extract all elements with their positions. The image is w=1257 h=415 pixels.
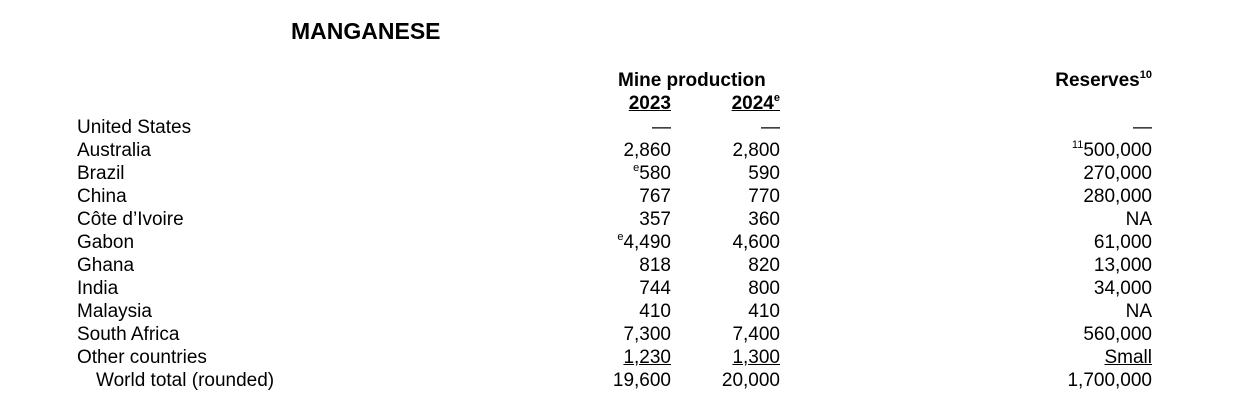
reserves-value: 270,000 xyxy=(1083,163,1152,184)
year-2024-header xyxy=(725,92,780,115)
production-2024-value: 770 xyxy=(748,186,780,207)
reserves-value: 61,000 xyxy=(1093,232,1152,253)
page-title: MANGANESE xyxy=(291,18,441,44)
reserves-footnote-marker: 10 xyxy=(1139,68,1152,81)
table-row xyxy=(0,116,1257,139)
production-2023-cell xyxy=(639,185,671,208)
production-2023-value: 818 xyxy=(639,255,671,276)
table-row xyxy=(0,323,1257,346)
table-row xyxy=(0,300,1257,323)
footnote-marker: e xyxy=(617,230,624,243)
production-2023-cell xyxy=(611,346,671,369)
reserves-value: 1,700,000 xyxy=(1067,370,1152,391)
reserves-value: 34,000 xyxy=(1093,278,1152,299)
country-name: South Africa xyxy=(77,324,180,345)
reserves-cell xyxy=(1067,369,1152,392)
production-2023-cell xyxy=(652,116,671,139)
production-2024-value: 820 xyxy=(748,255,780,276)
production-2023-cell xyxy=(639,277,671,300)
country-name: China xyxy=(77,186,127,207)
reserves-cell xyxy=(1133,116,1152,139)
footnote-marker: 11 xyxy=(1071,138,1084,151)
production-2023-cell xyxy=(633,162,671,185)
production-2024-value: 800 xyxy=(748,278,780,299)
country-name: India xyxy=(77,278,119,299)
table-row xyxy=(0,254,1257,277)
table-row xyxy=(0,231,1257,254)
footnote-marker: e xyxy=(633,161,640,174)
reserves-cell xyxy=(1094,254,1152,277)
reserves-cell xyxy=(1126,300,1152,323)
production-2023-cell xyxy=(639,300,671,323)
country-name: Australia xyxy=(77,140,151,161)
production-2023-value: 744 xyxy=(639,278,671,299)
table-row xyxy=(0,346,1257,369)
reserves-cell xyxy=(1094,231,1152,254)
reserves-cell xyxy=(1083,323,1152,346)
production-2024-value: — xyxy=(761,117,780,138)
production-2024-value: 20,000 xyxy=(721,370,780,391)
country-name: Malaysia xyxy=(77,301,152,322)
reserves-cell xyxy=(1072,139,1152,162)
reserves-value: 560,000 xyxy=(1083,324,1152,345)
production-2024-value: 360 xyxy=(748,209,780,230)
reserves-value: NA xyxy=(1125,301,1152,322)
reserves-header xyxy=(1055,69,1152,92)
production-2023-value: 580 xyxy=(639,163,671,184)
reserves-value: 13,000 xyxy=(1093,255,1152,276)
reserves-cell xyxy=(1083,185,1152,208)
production-2024-value: 7,400 xyxy=(732,324,780,345)
production-2023-cell xyxy=(639,208,671,231)
reserves-value: — xyxy=(1133,117,1152,138)
country-name: Côte d’Ivoire xyxy=(77,209,184,230)
reserves-label: Reserves xyxy=(1055,70,1140,91)
reserves-value: NA xyxy=(1125,209,1152,230)
production-2024-value: 410 xyxy=(748,301,780,322)
table-row xyxy=(0,208,1257,231)
reserves-value: 500,000 xyxy=(1083,140,1152,161)
world-total-row xyxy=(0,369,1257,392)
country-name: World total (rounded) xyxy=(96,370,275,391)
production-2023-value: 7,300 xyxy=(623,324,671,345)
reserves-cell xyxy=(1126,208,1152,231)
production-2023-cell xyxy=(617,231,671,254)
country-name: Ghana xyxy=(77,255,135,276)
reserves-cell xyxy=(1083,162,1152,185)
reserves-cell xyxy=(1094,277,1152,300)
production-2023-cell xyxy=(623,139,671,162)
country-name: Gabon xyxy=(77,232,135,253)
production-2024-value: 2,800 xyxy=(732,140,780,161)
mine-production-header: Mine production xyxy=(618,70,766,91)
year-2023-header xyxy=(624,92,671,115)
country-name: United States xyxy=(77,117,192,138)
reserves-value: Small xyxy=(1104,347,1152,368)
year-2023-label: 2023 xyxy=(628,93,671,114)
reserves-value: 280,000 xyxy=(1083,186,1152,207)
production-2023-cell xyxy=(639,254,671,277)
production-2024-value: 590 xyxy=(748,163,780,184)
production-2023-value: 410 xyxy=(639,301,671,322)
table-row xyxy=(0,277,1257,300)
table-row xyxy=(0,162,1257,185)
country-name: Other countries xyxy=(77,347,207,368)
production-2023-cell xyxy=(613,369,671,392)
production-2023-value: 19,600 xyxy=(612,370,671,391)
production-2024-value: 1,300 xyxy=(732,347,780,368)
production-2023-value: 767 xyxy=(639,186,671,207)
production-2023-value: 4,490 xyxy=(623,232,671,253)
production-2023-value: 2,860 xyxy=(623,140,671,161)
production-2023-cell xyxy=(623,323,671,346)
production-2023-value: 357 xyxy=(639,209,671,230)
table-row xyxy=(0,185,1257,208)
production-2023-value: — xyxy=(652,117,671,138)
production-table xyxy=(0,116,1257,392)
reserves-cell xyxy=(1062,346,1152,369)
estimate-footnote-marker: e xyxy=(773,91,780,104)
production-2023-value: 1,230 xyxy=(623,347,671,368)
country-name: Brazil xyxy=(77,163,125,184)
year-2024-label: 2024 xyxy=(731,93,774,114)
production-2024-value: 4,600 xyxy=(732,232,780,253)
table-row xyxy=(0,139,1257,162)
